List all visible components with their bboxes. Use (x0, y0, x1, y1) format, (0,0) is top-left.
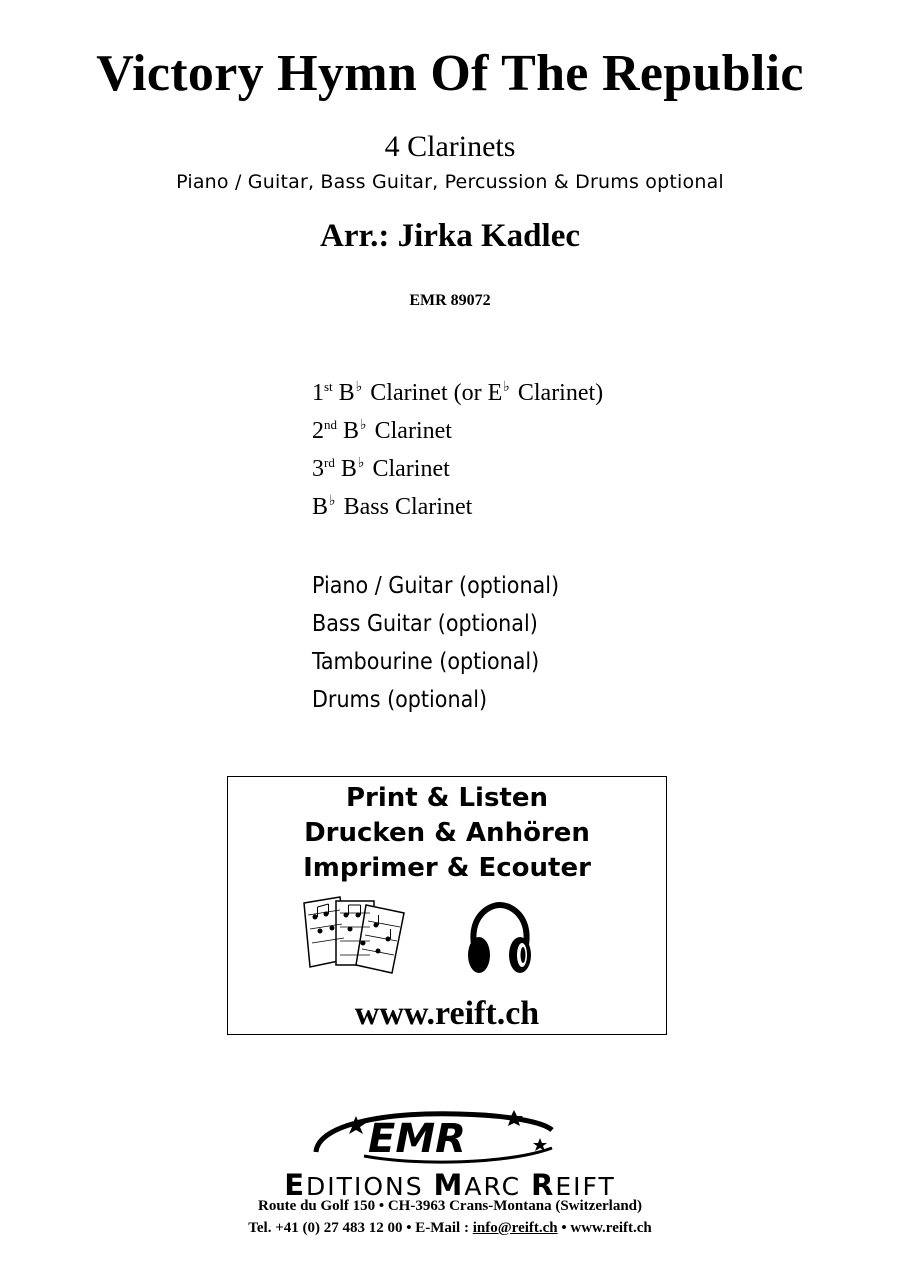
part-item (312, 412, 603, 450)
headphones-icon (464, 901, 536, 977)
optional-part-item: Bass Guitar (optional) (312, 611, 538, 637)
print-and-listen-box (227, 776, 667, 1035)
promo-line-french: Imprimer & Ecouter (303, 853, 591, 883)
part-name: Clarinet (or E (370, 380, 503, 406)
publisher-contact (0, 1220, 900, 1237)
part-note: B (312, 494, 329, 520)
catalog-number: EMR 89072 (409, 292, 491, 309)
publisher-word: DITIONS (306, 1172, 434, 1201)
flat-sign-icon: ♭ (503, 380, 510, 395)
optional-part-item: Tambourine (optional) (312, 649, 540, 675)
publisher-address: Route du Golf 150 • CH-3963 Crans-Montana (Switzerland) (258, 1198, 642, 1214)
contact-phone: Tel. +41 (0) 27 483 12 00 • E-Mail : (248, 1220, 473, 1236)
publisher-initial: M (433, 1168, 465, 1202)
promo-line-english: Print & Listen (345, 783, 549, 813)
emr-logo (308, 1108, 598, 1168)
part-ordinal-number: 3 (312, 456, 324, 482)
part-item (312, 450, 603, 488)
part-item (312, 488, 603, 526)
part-name: Clarinet (372, 456, 450, 482)
optional-parts-list (312, 567, 559, 719)
flat-sign-icon: ♭ (360, 418, 367, 433)
contact-website[interactable]: • www.reift.ch (557, 1220, 652, 1236)
part-item (312, 374, 603, 412)
instrumentation-subtitle: 4 Clarinets (384, 130, 516, 163)
emr-logo-text: EMR (368, 1116, 466, 1162)
publisher-word: EIFT (555, 1172, 616, 1201)
part-note: B (343, 418, 360, 444)
publisher-name (0, 1168, 900, 1202)
part-ordinal-number: 2 (312, 418, 324, 444)
score-title: Victory Hymn Of The Republic (96, 45, 804, 102)
optional-part-item: Drums (optional) (312, 687, 488, 713)
part-note: B (340, 456, 357, 482)
part-ordinal-suffix: nd (324, 417, 337, 432)
email-link[interactable]: info@reift.ch (472, 1220, 558, 1236)
flat-sign-icon: ♭ (355, 380, 363, 395)
optional-instruments-line: Piano / Guitar, Bass Guitar, Percussion & Drums optional (176, 171, 724, 193)
publisher-initial: R (531, 1168, 556, 1202)
part-ordinal-suffix: st (324, 379, 333, 394)
part-ordinal-number: 1 (312, 380, 324, 406)
flat-sign-icon: ♭ (357, 456, 365, 471)
sheet-music-icon (300, 895, 412, 977)
part-name-continued: Clarinet) (517, 380, 604, 406)
part-note: B (338, 380, 355, 406)
optional-part-item: Piano / Guitar (optional) (312, 573, 560, 599)
part-name: Clarinet (374, 418, 452, 444)
publisher-word: ARC (464, 1172, 532, 1201)
part-name: Bass Clarinet (343, 494, 473, 520)
clarinet-parts-list (312, 374, 603, 526)
publisher-initial: E (284, 1168, 307, 1202)
arranger-credit: Arr.: Jirka Kadlec (320, 218, 580, 254)
flat-sign-icon: ♭ (329, 494, 336, 509)
part-ordinal-suffix: rd (324, 455, 335, 470)
promo-website-link[interactable]: www.reift.ch (354, 995, 540, 1032)
promo-line-german: Drucken & Anhören (304, 818, 590, 848)
